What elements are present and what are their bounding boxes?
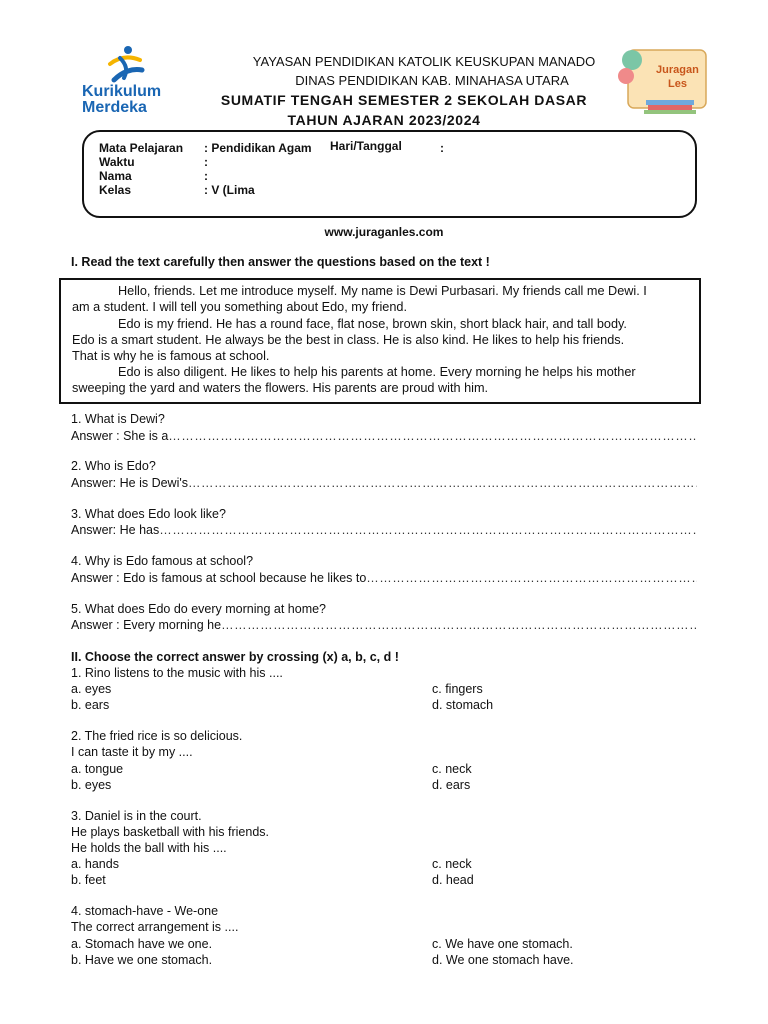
mc-option-d[interactable]: d. We one stomach have. bbox=[432, 953, 574, 967]
answer-prompt: Answer : Edo is famous at school because he likes to bbox=[71, 571, 367, 585]
mc-option-b[interactable]: b. ears bbox=[71, 698, 110, 712]
mc-question-2-line: I can taste it by my .... bbox=[71, 745, 193, 759]
mc-option-a[interactable]: a. eyes bbox=[71, 682, 112, 696]
passage-line: That is why he is famous at school. bbox=[72, 349, 270, 363]
logo-text-merdeka: Merdeka bbox=[82, 99, 147, 116]
class-value: : V (Lima bbox=[204, 183, 255, 197]
mc-question-2: 2. The fried rice is so delicious. bbox=[71, 729, 243, 743]
passage-line: Edo is a smart student. He always be the best in class. He is also kind. He likes to help his friends. bbox=[72, 333, 625, 347]
answer-blank[interactable] bbox=[366, 571, 697, 585]
time-value: : bbox=[204, 155, 208, 169]
mc-option-c[interactable]: c. neck bbox=[432, 857, 472, 871]
date-value: : bbox=[440, 141, 444, 155]
essay-question-4: 4. Why is Edo famous at school? bbox=[71, 554, 254, 568]
answer-prompt: Answer: He has bbox=[71, 523, 160, 537]
name-label: Nama bbox=[99, 169, 132, 183]
essay-answer-line-4[interactable] bbox=[71, 571, 697, 585]
reading-passage bbox=[59, 278, 701, 404]
logo-text-juragan: Juragan bbox=[656, 64, 699, 76]
answer-blank[interactable] bbox=[159, 523, 697, 537]
mc-option-c[interactable]: c. fingers bbox=[432, 682, 483, 696]
mc-option-d[interactable]: d. stomach bbox=[432, 698, 494, 712]
answer-prompt: Answer: He is Dewi's bbox=[71, 476, 188, 490]
mc-option-a[interactable]: a. tongue bbox=[71, 762, 124, 776]
answer-blank[interactable] bbox=[188, 476, 697, 490]
mc-option-b[interactable]: b. eyes bbox=[71, 778, 112, 792]
passage-line: am a student. I will tell you something about Edo, my friend. bbox=[72, 300, 407, 314]
subject-value: : Pendidikan Agam bbox=[204, 141, 312, 155]
essay-question-3: 3. What does Edo look like? bbox=[71, 507, 226, 521]
section-1-heading: I. Read the text carefully then answer the questions based on the text ! bbox=[71, 255, 490, 269]
mc-question-3: 3. Daniel is in the court. bbox=[71, 809, 202, 823]
mc-question-4-line: The correct arrangement is .... bbox=[71, 920, 239, 934]
essay-answer-line-3[interactable] bbox=[71, 523, 697, 537]
header-department: DINAS PENDIDIKAN KAB. MINAHASA UTARA bbox=[295, 73, 569, 88]
mc-option-a[interactable]: a. Stomach have we one. bbox=[71, 937, 213, 951]
mc-question-3-line: He plays basketball with his friends. bbox=[71, 825, 270, 839]
student-identity-box bbox=[82, 130, 697, 218]
passage-line: Edo is my friend. He has a round face, flat nose, brown skin, short black hair, and tall body. bbox=[118, 317, 627, 331]
answer-blank[interactable] bbox=[168, 429, 697, 443]
answer-prompt: Answer : Every morning he bbox=[71, 618, 222, 632]
mc-option-a[interactable]: a. hands bbox=[71, 857, 119, 871]
mc-option-c[interactable]: c. We have one stomach. bbox=[432, 937, 573, 951]
date-label: Hari/Tanggal bbox=[330, 139, 402, 153]
answer-prompt: Answer : She is a bbox=[71, 429, 169, 443]
passage-line: Hello, friends. Let me introduce myself. My name is Dewi Purbasari. My friends call me Dewi. I bbox=[118, 284, 647, 298]
essay-answer-line-5[interactable] bbox=[71, 618, 697, 632]
mc-option-d[interactable]: d. ears bbox=[432, 778, 471, 792]
mc-question-1: 1. Rino listens to the music with his .... bbox=[71, 666, 283, 680]
essay-question-1: 1. What is Dewi? bbox=[71, 412, 165, 426]
answer-blank[interactable] bbox=[221, 618, 697, 632]
mc-option-b[interactable]: b. feet bbox=[71, 873, 106, 887]
time-label: Waktu bbox=[99, 155, 135, 169]
essay-question-2: 2. Who is Edo? bbox=[71, 459, 156, 473]
essay-question-5: 5. What does Edo do every morning at home? bbox=[71, 602, 327, 616]
mc-question-3-line: He holds the ball with his .... bbox=[71, 841, 227, 855]
mc-option-d[interactable]: d. head bbox=[432, 873, 474, 887]
passage-line: Edo is also diligent. He likes to help his parents at home. Every morning he helps his mother bbox=[118, 365, 636, 379]
subject-label: Mata Pelajaran bbox=[99, 141, 184, 155]
section-2-heading: II. Choose the correct answer by crossing (x) a, b, c, d ! bbox=[71, 650, 399, 664]
logo-text-kurikulum: Kurikulum bbox=[82, 83, 162, 100]
header-foundation: YAYASAN PENDIDIKAN KATOLIK KEUSKUPAN MANADO bbox=[252, 54, 596, 69]
exam-title: SUMATIF TENGAH SEMESTER 2 SEKOLAH DASAR bbox=[220, 92, 588, 108]
logo-text-les: Les bbox=[668, 78, 687, 90]
academic-year: TAHUN AJARAN 2023/2024 bbox=[287, 112, 481, 128]
mc-option-c[interactable]: c. neck bbox=[432, 762, 472, 776]
class-label: Kelas bbox=[99, 183, 132, 197]
essay-answer-line-2[interactable] bbox=[71, 476, 697, 490]
essay-answer-line-1[interactable] bbox=[71, 429, 697, 443]
name-value: : bbox=[204, 169, 208, 183]
website-url: www.juraganles.com bbox=[324, 225, 444, 239]
mc-question-4: 4. stomach-have - We-one bbox=[71, 904, 219, 918]
passage-line: sweeping the yard and waters the flowers. His parents are proud with him. bbox=[72, 381, 489, 395]
mc-option-b[interactable]: b. Have we one stomach. bbox=[71, 953, 213, 967]
